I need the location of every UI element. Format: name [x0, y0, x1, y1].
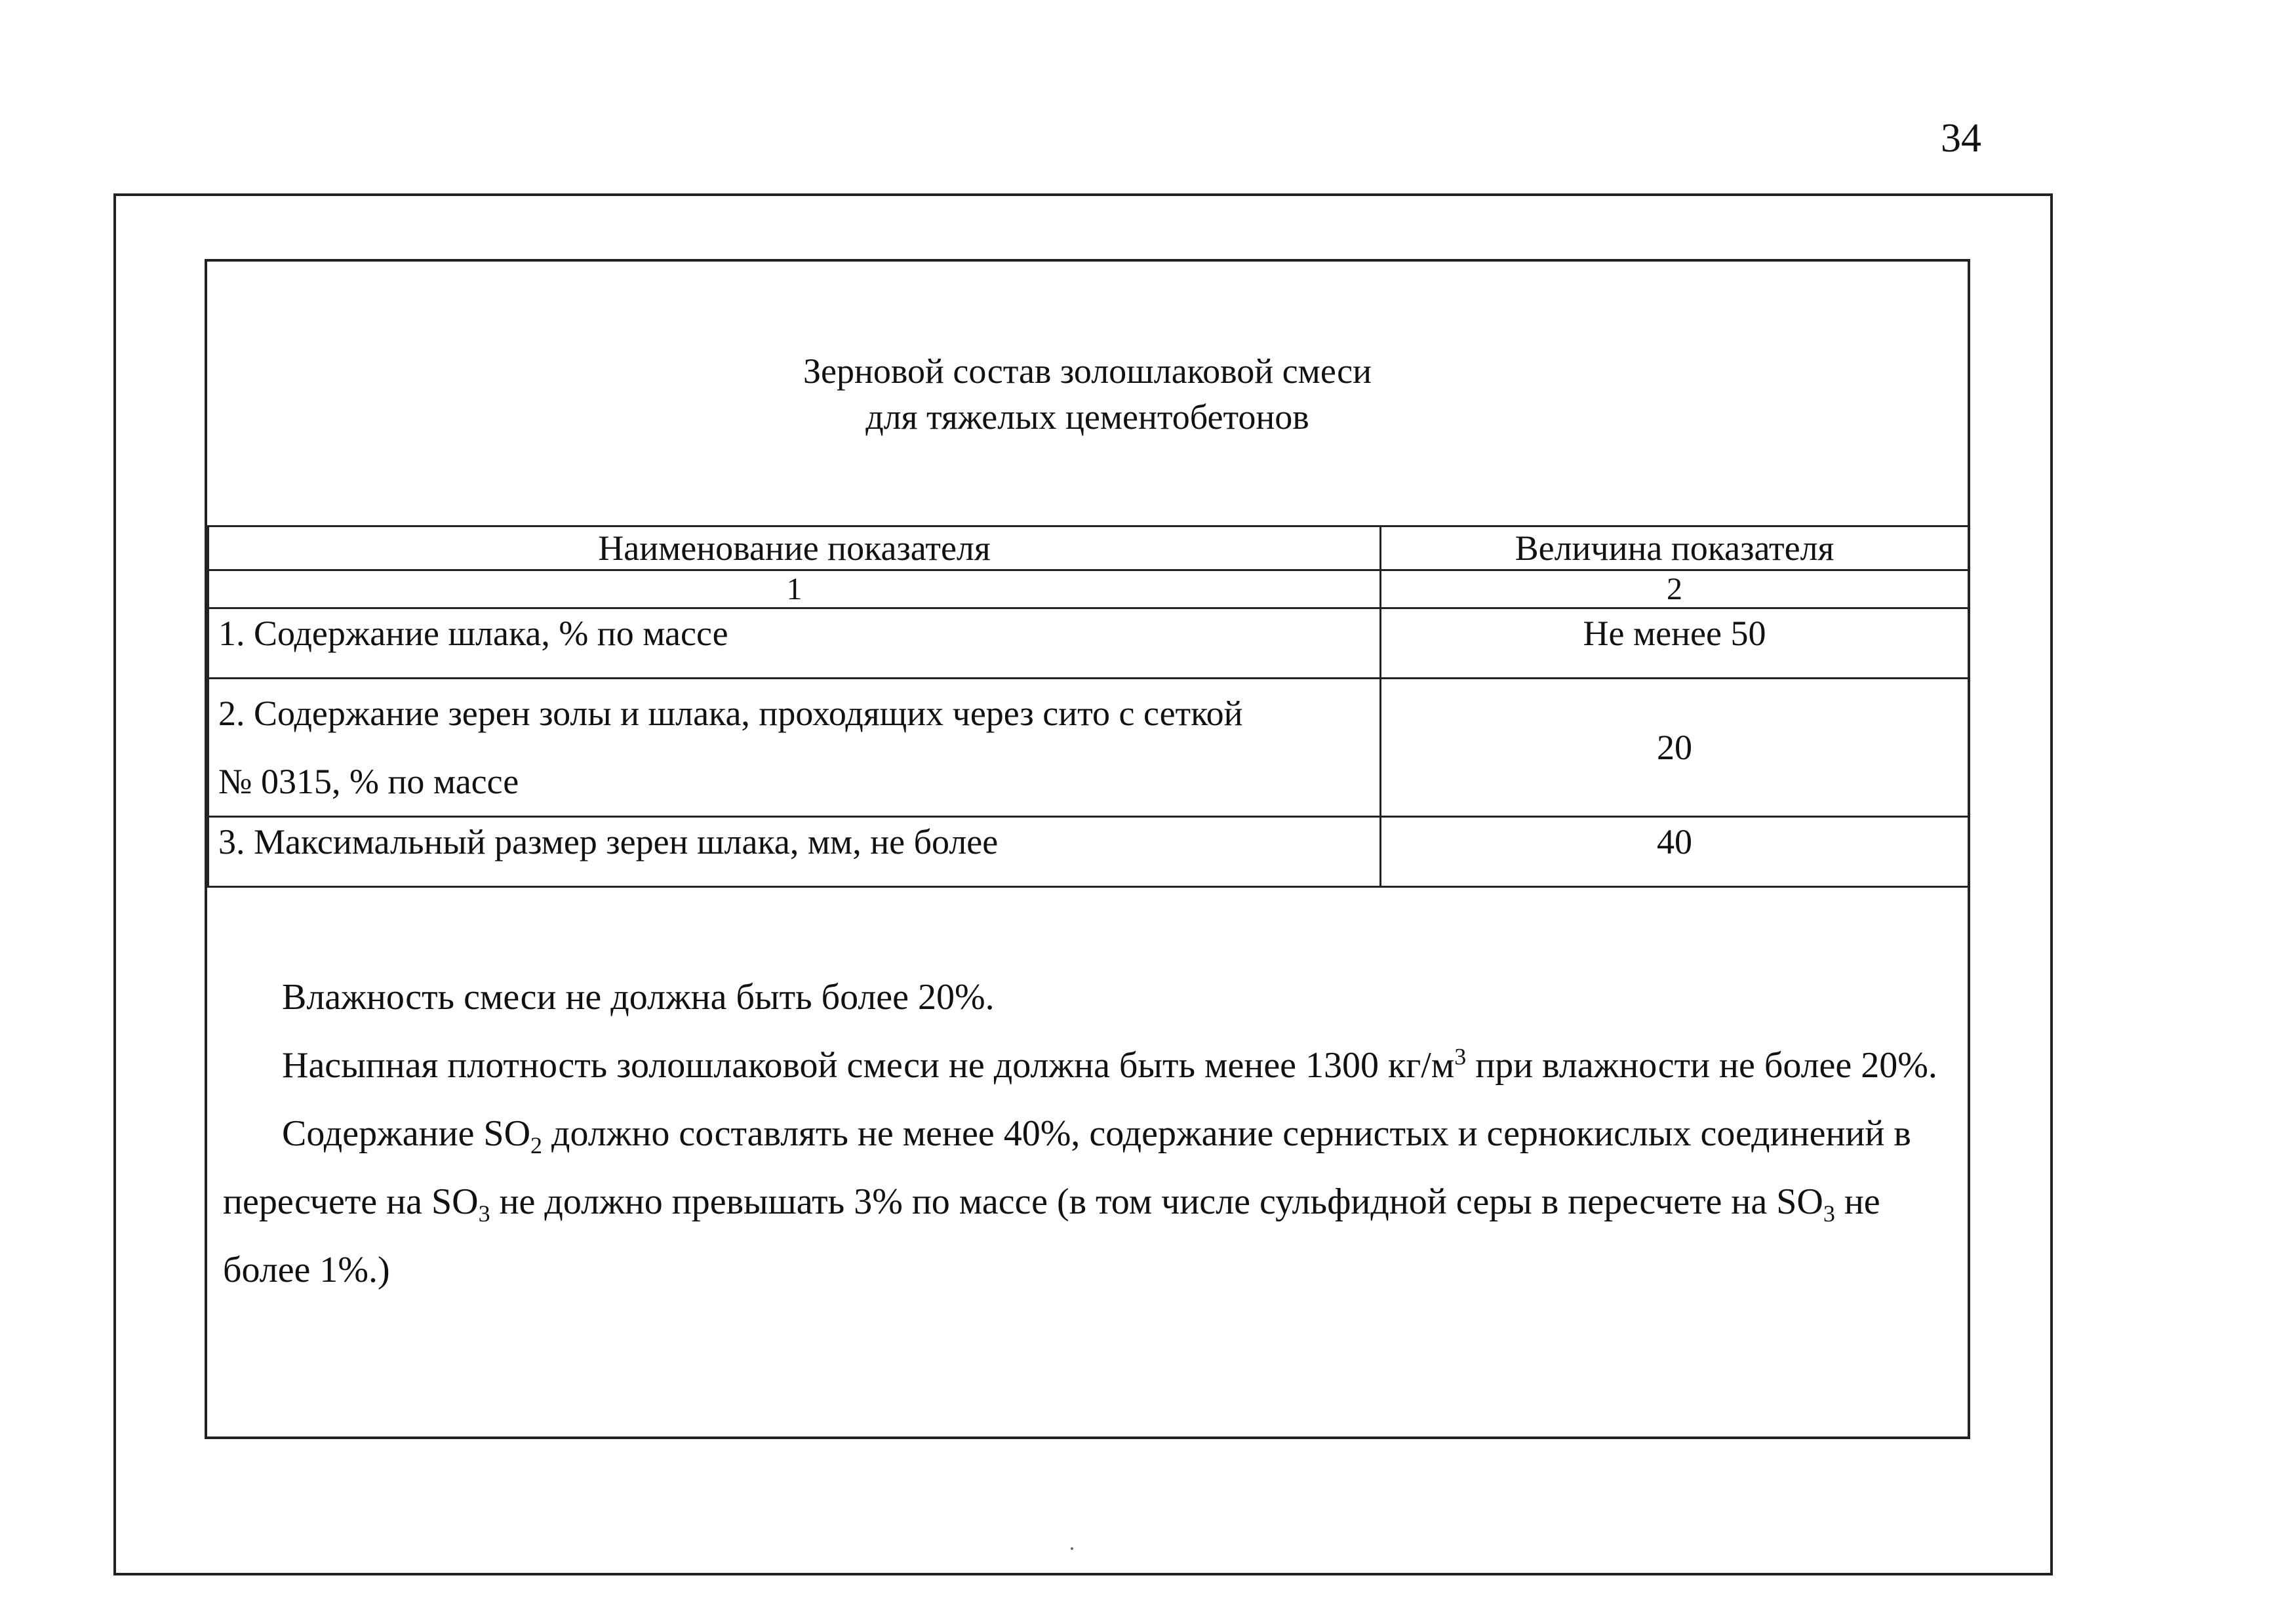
note-sulfur-sub-1: 2 — [530, 1132, 543, 1159]
page-number: 34 — [1941, 116, 1981, 161]
row-2-value: 20 — [1381, 679, 1969, 817]
note-sulfur-content — [223, 1099, 1954, 1304]
row-1-value: Не менее 50 — [1381, 608, 1969, 679]
scan-speck — [1071, 1547, 1073, 1550]
note-sulfur-text-a: Содержание SO — [282, 1113, 531, 1154]
row-2-name-line-1: 2. Содержание зерен золы и шлака, проходящих через сито с сеткой — [218, 694, 1243, 733]
table-row — [208, 817, 1969, 887]
table-row — [208, 608, 1969, 679]
note-moisture: Влажность смеси не должна быть более 20%. — [282, 977, 995, 1018]
table-row — [208, 679, 1969, 817]
row-3-name: 3. Максимальный размер зерен шлака, мм, не более — [208, 817, 1381, 887]
table-title-line-2: для тяжелых цементобетонов — [865, 397, 1309, 437]
table-title-line-1: Зерновой состав золошлаковой смеси — [803, 351, 1372, 391]
indicators-table — [207, 525, 1970, 888]
column-number-row — [208, 570, 1969, 608]
note-sulfur-sub-2: 3 — [478, 1200, 490, 1227]
note-bulk-density-text-a: Насыпная плотность золошлаковой смеси не должна быть менее 1300 кг/м — [282, 1045, 1455, 1086]
note-sulfur-text-c: не должно превышать 3% по массе (в том числе сульфидной серы в пересчете на SO — [490, 1181, 1823, 1222]
row-1-name: 1. Содержание шлака, % по массе — [208, 608, 1381, 679]
row-2-name — [208, 679, 1381, 817]
table-header-row — [208, 526, 1969, 570]
note-sulfur-sub-3: 3 — [1823, 1200, 1835, 1227]
note-bulk-density-text-b: при влажности не более 20%. — [1466, 1045, 1937, 1086]
note-sulfur-text-d: не более 1%.) — [223, 1181, 1880, 1290]
header-indicator-name: Наименование показателя — [208, 526, 1381, 570]
note-bulk-density — [223, 1031, 1954, 1099]
note-bulk-density-sup: 3 — [1454, 1043, 1467, 1070]
notes — [223, 963, 1954, 1304]
row-3-value: 40 — [1381, 817, 1969, 887]
row-2-name-line-2: № 0315, % по массе — [218, 762, 519, 801]
column-number-2: 2 — [1381, 570, 1969, 608]
inner-frame — [205, 259, 1970, 1439]
note-sulfur-text-b: должно составлять не менее 40%, содержание сернистых и сернокислых соединений в пересчете на SO — [223, 1113, 1911, 1222]
column-number-1: 1 — [208, 570, 1381, 608]
header-indicator-value: Величина показателя — [1381, 526, 1969, 570]
